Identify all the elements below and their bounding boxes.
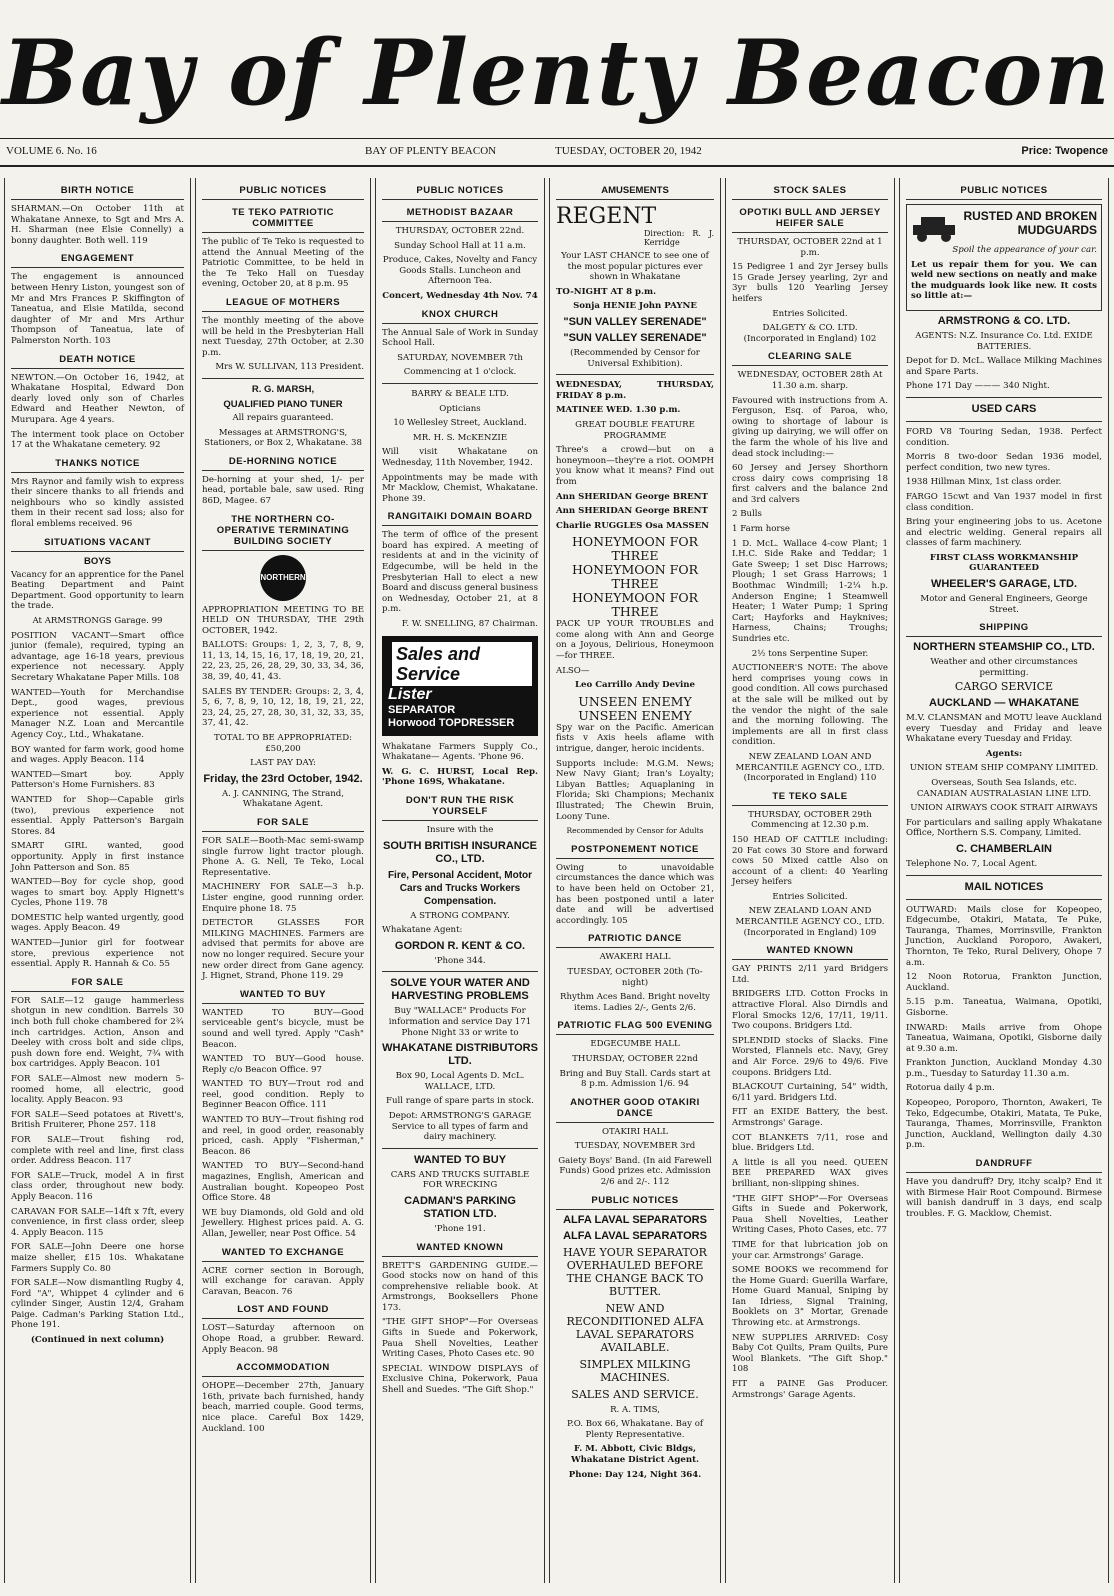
regent-header (556, 204, 714, 251)
dance-details: Rhythm Aces Band. Bright novelty items. Ladies 2/-, Gents 2/6. (559, 992, 710, 1013)
classified-ad: WANTED TO BUY—Second-hand magazines, English, American and Australian bought. Kopeopeo Post Office Store. 48 (202, 1161, 364, 1204)
opotiki-sale-lots: 15 Pedigree 1 and 2yr Jersey bulls 15 Grade Jersey yearling, 2yr and 3yr bulls 120 Yearling Jersey heifers (732, 262, 888, 304)
insurance-phone: 'Phone 344. (434, 955, 486, 966)
topdresser-label: Horwood TOPDRESSER (388, 716, 515, 729)
classified-ad: WANTED—Smart boy. Apply Patterson's Home Furnishers. 83 (11, 769, 184, 791)
classified-ad: GAY PRINTS 2/11 yard Bridgers Ltd. (732, 964, 888, 985)
optician-visitor: MR. H. S. McKENZIE (412, 432, 508, 443)
patriotic-dance-heading: PATRIOTIC DANCE (556, 930, 714, 948)
wanted-to-buy-heading: WANTED TO BUY (413, 1153, 507, 1166)
nz-loan-agency: NEW ZEALAND LOAN AND MERCANTILE AGENCY CO., LTD. (Incorporated in England) 109 (735, 906, 885, 938)
bazaar-date: THURSDAY, OCTOBER 22nd. (395, 226, 525, 236)
clearing-sale-intro: Favoured with instructions from A. Ferguson, Esq. of Paroa, who, owing to shortage of labour is giving up dairying, we will offer on the farm the whole of his live and dead stock including:— (732, 395, 888, 459)
honeymoon-title: HONEYMOON FOR THREE (571, 534, 698, 564)
cargo-service: CARGO SERVICE (954, 680, 1054, 694)
matinee: MATINEE WED. 1.30 p.m. (556, 405, 681, 416)
enemy-blurb: Spy war on the Pacific. American fists v Axis heels aflame with intrigue, danger, heroic incidents. (556, 722, 714, 755)
cars-trucks: CARS AND TRUCKS SUITABLE FOR WRECKING (390, 1169, 530, 1191)
tims-address: P.O. Box 66, Whakatane. Bay of Plenty Representative. (566, 1419, 704, 1440)
divider (382, 1148, 538, 1149)
paper-name: BAY OF PLENTY BEACON (365, 145, 497, 157)
situations-vacant-heading: SITUATIONS VACANT (11, 534, 184, 552)
classified-ad: FOR SALE—12 gauge hammerless shotgun in new condition. Barrels 30 inch both full choke chambered for 2¾ inch cartridges. Action, Anson and Deeley with cross bolt and side clips, push down fore end. Weight, 7¾ with box cartridges. Apply Beacon. 101 (11, 995, 184, 1070)
column-5 (725, 178, 895, 1583)
alfa-laval-heading: ALFA LAVAL SEPARATORS (563, 1213, 707, 1226)
wallace-products: Buy "WALLACE" Products For information and service Day 171 Phone Night 33 or write to (388, 1006, 532, 1038)
tims-phone: Phone: Day 124, Night 364. (568, 1469, 702, 1480)
te-teko-sale-date: THURSDAY, OCTOBER 29th Commencing at 12.30 p.m. (748, 809, 872, 831)
canadian-line: Overseas, South Sea Islands, etc. CANADIAN AUSTRALASIAN LINE LTD. (916, 778, 1092, 799)
armstrong-agents: AGENTS: N.Z. Insurance Co. Ltd. EXIDE BATTERIES. (915, 330, 1093, 352)
mail-outward: OUTWARD: Mails close for Kopeopeo, Edgecumbe, Otakiri, Matata, Te Puke, Tauranga, Thames, Morrinsville, Frankton Junction, Auckland Poroporo, Awakeri, Thornton, Te Teko, Rural Delivery, Ohope 7 a.m. (906, 904, 1102, 968)
route-label: AUCKLAND — WHAKATANE (929, 697, 1079, 710)
bazaar-venue: Sunday School Hall at 11 a.m. (394, 240, 526, 251)
dehorning-text: De-horning at your shed, 1/- per head, portable bale, saw used. Ring 86D, Magee. 67 (202, 474, 364, 506)
mudguards-advert (906, 204, 1102, 311)
shipping-heading: SHIPPING (906, 619, 1102, 637)
insurance-slogan: A STRONG COMPANY. (410, 910, 510, 921)
boys-heading: BOYS (84, 555, 111, 567)
thanks-notice-heading: THANKS NOTICE (11, 455, 184, 473)
classified-ad: FOR SALE—Truck, model A in first class order, throughout new body. Apply Beacon. 116 (11, 1170, 184, 1202)
birth-notice-text: SHARMAN.—On October 11th at Whakatane Annexe, to Sgt and Mrs A. H. Sharman (nee Elsie Connelly) a bonny daughter. Both well. 119 (11, 204, 184, 246)
classified-ad: MACHINERY FOR SALE—3 h.p. Lister engine, good running order. Enquire phone 18. 75 (202, 882, 364, 914)
flag-evening-date: THURSDAY, OCTOBER 22nd (572, 1053, 698, 1064)
wallace-agents: Box 90, Local Agents D. McL. WALLACE, LTD. (395, 1071, 525, 1092)
water-harvesting-heading: SOLVE YOUR WATER AND HARVESTING PROBLEMS (390, 977, 530, 1003)
classified-ad: ACRE corner section in Borough, will exchange for caravan. Apply Caravan, Beacon. 76 (202, 1265, 364, 1297)
opticians-name: BARRY & BEALE LTD. (411, 388, 509, 399)
otakiri-date: TUESDAY, NOVEMBER 3rd (574, 1141, 696, 1152)
used-car-item: 1938 Hillman Minx, 1st class order. (906, 477, 1062, 488)
program-days: WEDNESDAY, THURSDAY, FRIDAY 8 p.m. (556, 380, 714, 401)
classified-ad: FOR SALE—John Deere one horse maize sheller, £15 10s. Whakatane Farmers Supply Co. 80 (11, 1242, 184, 1274)
classified-ad: WANTED TO BUY—Good house. Reply c/o Beacon Office. 97 (202, 1054, 364, 1075)
dance-date: TUESDAY, OCTOBER 20th (To-night) (567, 966, 703, 988)
issue-date: TUESDAY, OCTOBER 20, 1942 (555, 145, 702, 157)
wanted-to-exchange-heading: WANTED TO EXCHANGE (202, 1244, 364, 1262)
lister-logo-text: Lister (388, 685, 432, 703)
insurance-agent: GORDON R. KENT & CO. (394, 939, 526, 952)
knox-church-date: SATURDAY, NOVEMBER 7th (397, 352, 523, 363)
knox-church-text: The Annual Sale of Work in Sunday School Hall. (382, 327, 538, 349)
total-appropriated: TOTAL TO BE APPROPRIATED: £50,200 (214, 733, 352, 754)
regent-intro: Your LAST CHANCE to see one of the most popular pictures ever shown in Whakatane (561, 251, 709, 283)
also-label: ALSO— (556, 665, 590, 676)
column-1 (4, 178, 191, 1583)
insurance-intro: Insure with the (426, 825, 494, 835)
te-teko-patriotic-text: The public of Te Teko is requested to attend the Annual Meeting of the Patriotic Committee, to be held in the Te Teko Hall on Tuesday evening, October 20, at 8 p.m. 95 (202, 237, 364, 290)
classified-ad: FIT an EXIDE Battery, the best. Armstrongs' Garage. (732, 1107, 888, 1128)
used-car-item: Morris 8 two-door Sedan 1936 model, perfect condition, two new tyres. (906, 452, 1102, 473)
for-sale-heading: FOR SALE (11, 974, 184, 992)
honeymoon-stars: Ann SHERIDAN George BRENT (556, 491, 708, 502)
ballots: BALLOTS: Groups: 1, 2, 3, 7, 8, 9, 11, 13, 14, 15, 16, 17, 18, 19, 20, 21, 22, 23, 25, 26, 28, 29, 30, 33, 34, 36, 38, 39, 40, 41, 43. (202, 640, 364, 683)
honeymoon-blurb: Three's a crowd—but on a honeymoon—they're a riot. OOMPH you know what it means? Find out from (556, 445, 714, 487)
classified-ad: DETECTOR GLASSES FOR MILKING MACHINES. Farmers are advised that permits for above are now no longer required. Secure your new order direct from Gane agency. J. Hignet, Strand, Phone 119. 29 (202, 918, 364, 982)
sailing-schedule: M.V. CLANSMAN and MOTU leave Auckland every Tuesday and Friday and leave Whakatane every Tuesday and Friday. (906, 713, 1102, 745)
te-teko-sale-heading: TE TEKO SALE (732, 788, 888, 806)
weather-note: Weather and other circumstances permitting. (930, 657, 1078, 678)
mail-frankton: Frankton Junction, Auckland Monday 4.30 p.m., Tuesday to Saturday 11.30 a.m. (906, 1058, 1102, 1079)
clearing-sale-bulls: 2 Bulls (732, 509, 762, 520)
piano-tuner-heading: QUALIFIED PIANO TUNER (223, 398, 343, 410)
engagement-text: The engagement is announced between Henry Liston, youngest son of Mr and Mrs Frances P. Skiffington of Taneatua, and Elsie Matilda, second daughter of Mr and Mrs Arthur Thompson of Taneatua, late of Palmerston North. 103 (11, 272, 184, 346)
wanted-known-heading: WANTED KNOWN (382, 1239, 538, 1257)
car-repair-icon (911, 209, 957, 245)
classified-ad: SPECIAL WINDOW DISPLAYS of Exclusive China, Pokerwork, Paua Shell and Suedes. "The Gift Shop." (382, 1363, 538, 1396)
divider (202, 378, 364, 379)
divider (556, 374, 714, 375)
birth-notice-heading: BIRTH NOTICE (11, 182, 184, 200)
mail-inward: INWARD: Mails arrive from Ohope Taneatua, Waimana, Opotiki, Gisborne daily at 9.30 a.m. (906, 1022, 1102, 1054)
tonight-stars: Sonja HENIE John PAYNE (573, 301, 697, 312)
censor-adults: Recommended by Censor for Adults (566, 826, 704, 836)
chamberlain-name: C. CHAMBERLAIN (956, 842, 1052, 855)
censor-note: (Recommended by Censor for Universal Exhibition). (570, 347, 700, 369)
sales-service: SALES AND SERVICE. (571, 1387, 699, 1401)
column-4 (549, 178, 721, 1583)
cadmans-phone: 'Phone 191. (434, 1223, 486, 1234)
auctioneers-note: AUCTIONEER'S NOTE: The above herd comprises young cows in good condition. All cows purchased at the sale will be milked out by the vendor the night of the sale and the morning following. The implements are all in first class condition. (732, 663, 888, 748)
mudguards-title: RUSTED AND BROKEN MUDGUARDS (963, 209, 1097, 237)
mudguards-tagline: Spoil the appearance of your car. (952, 245, 1097, 255)
alfa-laval-heading-repeat: ALFA LAVAL SEPARATORS (563, 1229, 707, 1242)
piano-tuner-text: All repairs guaranteed. (232, 412, 334, 423)
separator-overhaul: HAVE YOUR SEPARATOR OVERHAULED BEFORE THE CHANGE BACK TO BUTTER. (563, 1245, 707, 1298)
classified-ad: WANTED—Junior girl for footwear store, previous experience not essential. Apply R. Hannah & Co. 55 (11, 938, 184, 970)
armstrong-phone: Phone 171 Day ——— 340 Night. (906, 381, 1050, 392)
opotiki-sale-heading: OPOTIKI BULL AND JERSEY HEIFER SALE (732, 204, 888, 233)
classified-ad: FOR SALE—Booth-Mac semi-swamp single furrow light tractor plough. Phone A. G. Nell, Te Teko, Local Representative. (202, 836, 364, 878)
apprentice-ad: Vacancy for an apprentice for the Panel Beating Department and Paint Department. Good opportunity to learn the trade. (11, 569, 184, 612)
northern-logo: NORTHERN (260, 555, 306, 601)
column-2 (195, 178, 371, 1583)
public-notices-heading: PUBLIC NOTICES (202, 182, 364, 200)
mudguards-text: Let us repair them for you. We can weld new sections on neatly and make the mudguards look like new. It costs so little at:— (911, 259, 1097, 302)
wheelers-garage: WHEELER'S GARAGE, LTD. (930, 578, 1078, 591)
tonight-time: TO-NIGHT AT 8 p.m. (556, 286, 657, 297)
thanks-notice-text: Mrs Raynor and family wish to express their sincere thanks to all friends and neighbours who so kindly assisted them in their recent sad loss; also for floral emblems received. 96 (11, 476, 184, 530)
classified-ad: WE buy Diamonds, old Gold and old Jewellery. Highest prices paid. A. G. Allan, Jeweller, near Post Office. 54 (202, 1207, 364, 1239)
league-of-mothers-text: The monthly meeting of the above will be held in the Presbyterian Hall next Tuesday, 27th October, at 2.30 p.m. (202, 315, 364, 358)
divider (906, 875, 1102, 876)
insurance-types: Fire, Personal Accident, Motor Cars and Trucks Workers Compensation. (387, 869, 533, 907)
engineering-jobs: Bring your engineering jobs to us. Acetone and electric welding. General repairs all classes of farm machinery. (906, 517, 1102, 549)
classified-ad: WANTED—Boy for cycle shop, good wages to smart boy. Apply Hignett's Cycles, Phone 119. 78 (11, 877, 184, 909)
wanted-to-buy-heading: WANTED TO BUY (202, 986, 364, 1004)
spare-parts: Full range of spare parts in stock. (386, 1096, 534, 1107)
unseen-enemy-title: UNSEEN ENEMY (578, 693, 692, 709)
bazaar-details: Produce, Cakes, Novelty and Fancy Goods Stalls. Luncheon and Afternoon Tea. (382, 255, 538, 287)
death-notice-heading: DEATH NOTICE (11, 351, 184, 369)
classified-ad: LOST—Saturday afternoon on Ohope Road, a grubber. Reward. Apply Beacon. 98 (202, 1323, 364, 1355)
opticians-label: Opticians (439, 403, 481, 414)
for-sale-heading: FOR SALE (202, 814, 364, 832)
separator-label: SEPARATOR (388, 703, 456, 716)
public-notices-heading: PUBLIC NOTICES (382, 182, 538, 200)
public-notices-heading: PUBLIC NOTICES (906, 182, 1102, 200)
tims-name: R. A. TIMS, (610, 1404, 660, 1415)
armstrongs-depot: Depot: ARMSTRONG'S GARAGE Service to all types of farm and dairy machinery. (388, 1110, 532, 1143)
flag-evening-heading: PATRIOTIC FLAG 500 EVENING (556, 1017, 714, 1035)
masthead-title: Bay of Plenty Beacon (2, 20, 1112, 126)
regent-title: REGENT (556, 204, 657, 229)
classified-ad: WANTED TO BUY—Trout fishing rod and reel, in good order, reasonably priced, cash. Apply "Fisherman," Beacon. 86 (202, 1115, 364, 1157)
abbott-agent: F. M. Abbott, Civic Bldgs, Whakatane District Agent. (570, 1444, 700, 1466)
wanted-known-heading: WANTED KNOWN (732, 942, 888, 960)
nz-loan-agency: NEW ZEALAND LOAN AND MERCANTILE AGENCY CO., LTD. (Incorporated in England) 110 (735, 751, 885, 784)
sales-and-service-label: Sales and Service (392, 642, 532, 686)
classified-ad: FIT a PAINE Gas Producer. Armstrongs' Garage Agents. (732, 1379, 888, 1400)
insurance-agent-label: Whakatane Agent: (382, 925, 463, 936)
classified-ad: SOME BOOKS we recommend for the Home Guard: Guerilla Warfare, Home Guard Manual, Sniping by Ian Idriess, Signal Training, Booklets on 3" Mortar, Grenade Throwing etc. at Armstrongs. (732, 1265, 888, 1329)
classified-ad: FOR SALE—Now dismantling Rugby 4, Ford "A", Whippet 4 cylinder and 6 cylinder Singer, Austin 12/4, Graham Paige. Cadman's Parking Station Ltd., Phone 191. (11, 1278, 184, 1331)
classified-ad: WANTED TO BUY—Good serviceable gent's bicycle, must be sound and well tyred. Apply "Cash" Beacon. (202, 1007, 364, 1050)
postponement-text: Owing to unavoidable circumstances the dance which was to have been held on October 21, has been postponed until a later date and will be advertised accordingly. 105 (556, 862, 714, 926)
enemy-stars: Leo Carrillo Andy Devine (574, 680, 696, 691)
classified-ad: BRIDGERS LTD. Cotton Frocks in attractive Floral. Also Dirndls and Floral Smocks 12/6, 17/11, 19/11. Two coupons. Bridgers Ltd. (732, 989, 888, 1032)
domain-board-text: The term of office of the present board has expired. A meeting of residents at and in the vicinity of Edgecumbe, will be held in the Presbyterian Hall to elect a new Board and discuss general business on Wednesday, October 21, at 8 p.m. (382, 530, 538, 615)
armstrong-depot: Depot for D. McL. Wallace Milking Machines and Spare Parts. (906, 356, 1102, 377)
simplex-machines: SIMPLEX MILKING MACHINES. (579, 1357, 691, 1384)
honeymoon-tagline: PACK UP YOUR TROUBLES and come along with Ann and George on a Joyous, Delirious, Honeymoon —for THREE. (556, 619, 714, 662)
last-pay-day-date: Friday, the 23rd October, 1942. (203, 772, 363, 785)
otakiri-hall: OTAKIRI HALL (601, 1126, 669, 1137)
knox-church-time: Commencing at 1 o'clock. (403, 367, 517, 378)
folio-line (0, 138, 1114, 167)
sales-by-tender: SALES BY TENDER: Groups: 2, 3, 4, 5, 6, 7, 8, 9, 10, 12, 18, 19, 21, 22, 23, 24, 25, 27, 28, 30, 31, 32, 33, 35, 37, 41, 42. (202, 686, 364, 729)
otakiri-details: Gaiety Boys' Band. (In aid Farewell Funds) Good prizes etc. Admission 2/6 and 2/-. 112 (558, 1155, 712, 1188)
dandruff-heading: DANDRUFF (906, 1155, 1102, 1173)
domain-board-signature: F. W. SNELLING, 87 Chairman. (401, 619, 538, 630)
unseen-enemy-title-repeat: UNSEEN ENEMY (578, 707, 692, 723)
column-3 (375, 178, 545, 1583)
lister-advert (382, 636, 538, 736)
clearing-sale-date: WEDNESDAY, OCTOBER 28th At 11.30 a.m. sharp. (737, 370, 883, 391)
classified-ad: SMART GIRL wanted, good opportunity. Apply in first instance John Patterson and Son. 85 (11, 841, 184, 873)
building-society-agent: A. J. CANNING, The Strand, Whakatane Agent. (221, 788, 345, 810)
classified-ad: WANTED for Shop—Capable girls (two), previous experience not essential. Apply Patterson's Bargain Stores. 84 (11, 794, 184, 837)
knox-church-heading: KNOX CHURCH (382, 306, 538, 324)
classified-ad: TIME for that lubrication job on your car. Armstrongs' Garage. (732, 1239, 888, 1261)
piano-tuner-contact: Messages at ARMSTRONG'S, Stationers, or Box 2, Whakatane. 38 (204, 427, 362, 449)
classified-ad: BOY wanted for farm work, good home and wages. Apply Beacon. 114 (11, 744, 184, 766)
column-6 (899, 178, 1109, 1583)
piano-tuner-name: R. G. MARSH, (251, 383, 315, 395)
classified-ad: DOMESTIC help wanted urgently, good wages. Apply Beacon. 49 (11, 912, 184, 934)
price: Price: Twopence (1021, 145, 1108, 157)
classified-ad: COT BLANKETS 7/11, rose and blue. Bridgers Ltd. (732, 1132, 888, 1154)
classified-ad: SPLENDID stocks of Slacks. Fine Worsted, Flannels etc. Navy, Grey and Air Force. 29/6 to 49/6. Five coupons. Bridgers Ltd. (732, 1035, 888, 1078)
classified-ad: OHOPE—December 27th, January 16th, private bach furnished, handy beach, married couple. Good terms, nice place. Careful Box 1429, Auckland. 100 (202, 1381, 364, 1434)
classified-ad: FOR SALE—Seed potatoes at Rivett's, British Fruiterer, Phone 257. 118 (11, 1109, 184, 1131)
classified-ad: WANTED—Youth for Merchandise Dept., good wages, previous experience not essential. Apply Manager N.Z. Loan and Mercantile Agency Coy., Ltd., Whakatane. (11, 687, 184, 740)
classified-ad: "THE GIFT SHOP"—For Overseas Gifts in Suede and Pokerwork, Paua Shell Novelties, Leather Writing Cases, Photo Cases etc. 90 (382, 1317, 538, 1360)
clearing-sale-cows: 60 Jersey and Jersey Shorthorn cross dairy cows comprising 18 first calvers and the balance 2nd and 3rd calvers (732, 463, 888, 505)
continued-note: (Continued in next column) (30, 1335, 165, 1346)
insurance-company: SOUTH BRITISH INSURANCE CO., LTD. (382, 839, 537, 865)
classified-ad: FOR SALE—Trout fishing rod, complete with reel and line, first class order. Address Beacon. 117 (11, 1134, 184, 1167)
clearing-sale-plant: 1 D. McL. Wallace 4-cow Plant; 1 I.H.C. Side Rake and Teddar; 1 Gate Sweep; 1 set Disc Harrows; Plough; 1 set Grass Harrows; 1 Boothmac Windmill; 1-2¼ h.p. Anderson Engine; 1 Steamwell Heater; 1 Water Pump; 1 Spring Cart; Hayforks and Hayknives; Harness, Chains; Troughs; Sundries etc. (732, 538, 888, 644)
accommodation-heading: ACCOMMODATION (202, 1359, 364, 1377)
classified-ad: NEW SUPPLIES ARRIVED: Cosy Baby Cot Quilts, Pram Quilts, Pure Wool Blankets. "The Gift Shop." 108 (732, 1332, 888, 1375)
classified-ad: A little is all you need. QUEEN BEE PREPARED WAX gives brilliant, non-slipping shines. (732, 1157, 888, 1189)
lost-and-found-heading: LOST AND FOUND (202, 1301, 364, 1319)
divider (906, 421, 1102, 422)
chamberlain-phone: Telephone No. 7, Local Agent. (906, 858, 1038, 869)
league-of-mothers-heading: LEAGUE OF MOTHERS (202, 294, 364, 312)
death-notice-interment: The interment took place on October 17 at the Whakatane cemetery. 92 (11, 429, 184, 451)
honeymoon-title-repeat-1: HONEYMOON FOR THREE (571, 562, 698, 592)
death-notice-text: NEWTON.—On October 16, 1942, at Whakatane Hospital, Edward Don dearly loved only son of Charles Edward and Heather Newton, of Murupara. Age 4 years. (11, 372, 184, 425)
edgecumbe-hall: EDGECUMBE HALL (590, 1039, 680, 1050)
dalgety: DALGETY & CO. LTD. (Incorporated in England) 102 (743, 323, 877, 344)
honeymoon-costars: Charlie RUGGLES Osa MASSEN (556, 520, 709, 531)
northern-steamship: NORTHERN STEAMSHIP CO., LTD. (913, 641, 1095, 654)
postponement-heading: POSTPONEMENT NOTICE (556, 841, 714, 859)
mail-notices-heading: MAIL NOTICES (964, 880, 1044, 893)
clearing-sale-horse: 1 Farm horse (732, 524, 791, 535)
engagement-heading: ENGAGEMENT (11, 250, 184, 268)
dandruff-text: Have you dandruff? Dry, itchy scalp? End it with Birmese Hair Root Compound. Birmese will banish dandruff in 3 days, end scalp troubles. F. G. Macklow, Chemist. (906, 1177, 1102, 1219)
armstrong-co: ARMSTRONG & CO. LTD. (937, 314, 1071, 327)
classified-ad: CARAVAN FOR SALE—14ft x 7ft, every convenience, in first class order, sleep 4. Apply Beacon. 115 (11, 1206, 184, 1238)
building-society-heading: THE NORTHERN CO-OPERATIVE TERMINATING BUILDING SOCIETY (202, 511, 364, 551)
dehorning-heading: DE-HORNING NOTICE (202, 453, 364, 471)
cadmans-parking: CADMAN'S PARKING STATION LTD. (404, 1194, 516, 1220)
opotiki-entries: Entries Solicited. (772, 308, 848, 319)
used-cars-heading: USED CARS (971, 402, 1037, 415)
agents-label: Agents: (985, 748, 1023, 759)
union-steam-ship: UNION STEAM SHIP COMPANY LIMITED. (909, 763, 1099, 774)
divider (906, 899, 1102, 900)
classified-ad: POSITION VACANT—Smart office junior (female), required, typing an advantage, age 16-18 years, previous experience not necessary. Apply Secretary Whakatane Paper Mills. 108 (11, 630, 184, 683)
supports: Supports include: M.G.M. News; New Navy Giant; Iran's Loyalty; Libyan Battles; Aquaplaning in Florida; Ski Champions; Mechanix Illustrated; The Chewin Bruin, Loony Tune. (556, 758, 714, 822)
workmanship: FIRST CLASS WORKMANSHIP GUARANTEED (929, 552, 1079, 574)
te-teko-patriotic-heading: TE TEKO PATRIOTIC COMMITTEE (202, 204, 364, 233)
appropriation-meeting: APPROPRIATION MEETING TO BE HELD ON THURSDAY, THE 29th OCTOBER, 1942. (202, 604, 364, 636)
opticians-address: 10 Wellesley Street, Auckland. (393, 418, 527, 429)
last-pay-day-label: LAST PAY DAY: (250, 758, 316, 769)
public-notices-heading: PUBLIC NOTICES (556, 1192, 714, 1210)
lister-agents: Whakatane Farmers Supply Co., Whakatane— Agents. 'Phone 96. (382, 741, 538, 763)
awakeri-hall: AWAKERI HALL (599, 952, 671, 963)
classified-ad: BLACKOUT Curtaining, 54" width, 6/11 yard. Bridgers Ltd. (732, 1082, 888, 1103)
opotiki-sale-date: THURSDAY, OCTOBER 22nd at 1 p.m. (737, 237, 883, 258)
mail-noon: 12 Noon Rotorua, Frankton Junction, Auckland. (906, 972, 1102, 993)
honeymoon-title-repeat-2: HONEYMOON FOR THREE (571, 590, 698, 620)
divider (906, 397, 1102, 398)
bazaar-concert: Concert, Wednesday 4th Nov. 74 (382, 290, 538, 301)
sun-valley-title-repeat: "SUN VALLEY SERENADE" (563, 331, 707, 344)
te-teko-entries: Entries Solicited. (772, 891, 848, 902)
apprentice-ad-contact: At ARMSTRONGS Garage. 99 (32, 616, 163, 627)
classified-ad: BRETT'S GARDENING GUIDE.—Good stocks now on hand of this comprehensive reliable book. At Armstrongs, Booksellers Phone 173. (382, 1260, 538, 1313)
domain-board-heading: RANGITAIKI DOMAIN BOARD (382, 508, 538, 526)
classified-ad: "THE GIFT SHOP"—For Overseas Gifts in Suede and Pokerwork, Paua Shell Novelties, Leather Writing Cases, Photo Cases, etc. 77 (732, 1193, 888, 1236)
used-car-item: FARGO 15cwt and Van 1937 model in first class condition. (906, 491, 1102, 513)
mail-kopeopeo: Kopeopeo, Poroporo, Thornton, Awakeri, Te Teko, Edgecumbe, Otakiri, Matata, Te Puke, Tauranga, Thames, Morrinsville, Frankton Junction, Auckland, Wellington daily 4.30 p.m. (906, 1098, 1102, 1151)
sun-valley-title: "SUN VALLEY SERENADE" (563, 315, 707, 328)
league-of-mothers-signature: Mrs W. SULLIVAN, 113 President. (215, 362, 364, 373)
new-separators: NEW AND RECONDITIONED ALFA LAVAL SEPARATORS AVAILABLE. (566, 1301, 704, 1354)
otakiri-dance-heading: ANOTHER GOOD OTAKIRI DANCE (556, 1094, 714, 1123)
volume-number: VOLUME 6. No. 16 (6, 145, 97, 157)
clearing-sale-super: 2½ tons Serpentine Super. (751, 648, 869, 659)
classified-ad: FOR SALE—Almost new modern 5-roomed home, all electric, good locality. Apply Beacon. 93 (11, 1074, 184, 1106)
honeymoon-stars-repeat: Ann SHERIDAN George BRENT (556, 506, 708, 517)
methodist-bazaar-heading: METHODIST BAZAAR (382, 204, 538, 222)
flag-evening-details: Bring and Buy Stall. Cards start at 8 p.m. Admission 1/6. 94 (559, 1068, 711, 1090)
mail-rotorua: Rotorua daily 4 p.m. (906, 1083, 995, 1094)
divider (382, 971, 538, 972)
regent-direction: Direction: R. J. Kerridge (644, 229, 714, 247)
whakatane-distributors: WHAKATANE DISTRIBUTORS LTD. (382, 1042, 538, 1068)
te-teko-sale-lots: 150 HEAD OF CATTLE including: 20 Fat cows 30 Store and forward cows 50 Mixed cattle Also on account of a client: 40 Yearling Jersey heifers (732, 834, 888, 888)
lister-local-rep: W. G. C. HURST, Local Rep. 'Phone 169S, Whakatane. (382, 766, 538, 788)
divider (382, 383, 538, 384)
shipping-particulars: For particulars and sailing apply Whakatane Office, Northern S.S. Company, Limited. (906, 817, 1102, 839)
wheelers-address: Motor and General Engineers, George Street. (920, 594, 1088, 615)
mail-evening: 5.15 p.m. Taneatua, Waimana, Opotiki, Gisborne. (906, 997, 1102, 1018)
used-car-item: FORD V8 Touring Sedan, 1938. Perfect condition. (906, 426, 1102, 448)
double-feature: GREAT DOUBLE FEATURE PROGRAMME (575, 419, 695, 441)
union-airways: UNION AIRWAYS COOK STRAIT AIRWAYS (910, 803, 1098, 814)
insurance-heading: DON'T RUN THE RISK YOURSELF (382, 792, 538, 821)
stock-sales-heading: STOCK SALES (732, 182, 888, 200)
classified-ad: WANTED TO BUY—Trout rod and reel, good condition. Reply to Beginner Beacon Office. 111 (202, 1079, 364, 1111)
amusements-heading: AMUSEMENTS (556, 182, 714, 200)
optician-visit-date: Will visit Whakatane on Wednesday, 11th November, 1942. (382, 447, 538, 468)
optician-appointments: Appointments may be made with Mr Macklow, Chemist, Whakatane. Phone 39. (382, 472, 538, 504)
clearing-sale-heading: CLEARING SALE (732, 348, 888, 366)
